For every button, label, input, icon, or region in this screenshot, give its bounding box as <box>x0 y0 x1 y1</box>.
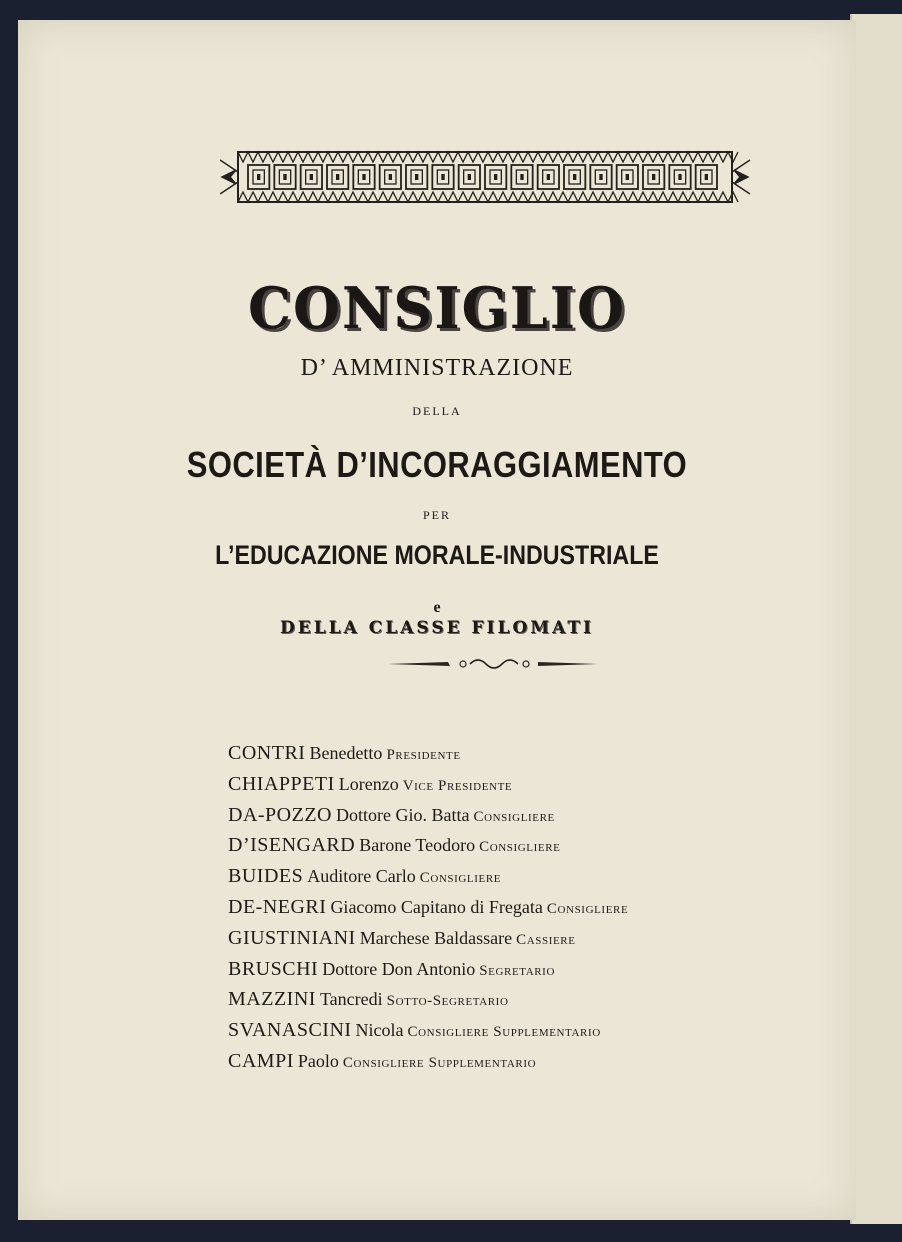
connector-per: PER <box>422 508 451 522</box>
decorative-divider <box>388 654 598 674</box>
society-class: DELLA CLASSE FILOMATI <box>280 618 594 638</box>
member-role: Vice Presidente <box>402 777 513 794</box>
member-given-name: Marchese Baldassare <box>359 927 513 948</box>
member-given-name: Dottore Gio. Batta <box>336 804 470 825</box>
connector-della: DELLA <box>412 404 462 418</box>
member-surname: GIUSTINIANI <box>228 926 356 949</box>
ornamental-header-band <box>220 148 750 206</box>
member-role: Consigliere <box>419 870 502 887</box>
member-given-name: Barone Teodoro <box>359 835 476 856</box>
member-surname: CONTRI <box>228 742 306 764</box>
member-row <box>228 1015 628 1046</box>
member-role: Consigliere <box>473 808 555 825</box>
member-given-name: Auditore Carlo <box>307 866 416 887</box>
member-role: Consigliere <box>546 900 629 917</box>
member-role: Consigliere Supplementario <box>407 1024 601 1041</box>
member-row <box>228 923 628 954</box>
member-role: Presidente <box>386 747 461 763</box>
next-page-edge <box>850 14 902 1224</box>
member-surname: CHIAPPETI <box>228 772 335 795</box>
society-purpose: L’EDUCAZIONE MORALE-INDUSTRIALE <box>215 540 659 570</box>
member-row <box>228 954 628 985</box>
member-row <box>228 800 628 831</box>
member-row <box>228 830 628 861</box>
member-row <box>228 892 628 923</box>
member-given-name: Benedetto <box>309 743 383 763</box>
member-given-name: Dottore Don Antonio <box>322 958 476 979</box>
member-given-name: Tancredi <box>319 989 383 1010</box>
connector-e: e <box>433 599 441 616</box>
member-surname: DA-POZZO <box>228 803 332 826</box>
member-surname: CAMPI <box>228 1049 294 1072</box>
member-given-name: Paolo <box>297 1050 339 1071</box>
member-row <box>228 984 628 1015</box>
member-surname: DE-NEGRI <box>228 895 327 918</box>
society-name: SOCIETÀ D’INCORAGGIAMENTO <box>186 444 688 485</box>
member-surname: SVANASCINI <box>228 1019 352 1042</box>
member-role: Consigliere <box>479 839 561 856</box>
member-surname: BUIDES <box>228 865 304 888</box>
subtitle: D’ AMMINISTRAZIONE <box>300 355 574 381</box>
member-row <box>228 1046 628 1077</box>
member-row <box>228 738 628 769</box>
member-surname: MAZZINI <box>228 988 316 1011</box>
member-given-name: Giacomo Capitano di Fregata <box>330 896 543 917</box>
member-row <box>228 769 628 800</box>
member-role: Segretario <box>479 962 555 979</box>
document-page <box>18 20 856 1220</box>
member-given-name: Nicola <box>355 1020 404 1041</box>
member-row <box>228 861 628 892</box>
member-role: Consigliere Supplementario <box>342 1054 537 1071</box>
member-surname: D’ISENGARD <box>228 834 356 857</box>
member-given-name: Lorenzo <box>338 773 399 794</box>
member-surname: BRUSCHI <box>228 957 319 980</box>
page-title: CONSIGLIO <box>247 274 627 342</box>
member-role: Sotto-Segretario <box>386 993 509 1010</box>
member-role: Cassiere <box>516 931 576 948</box>
board-member-list <box>228 738 628 1077</box>
